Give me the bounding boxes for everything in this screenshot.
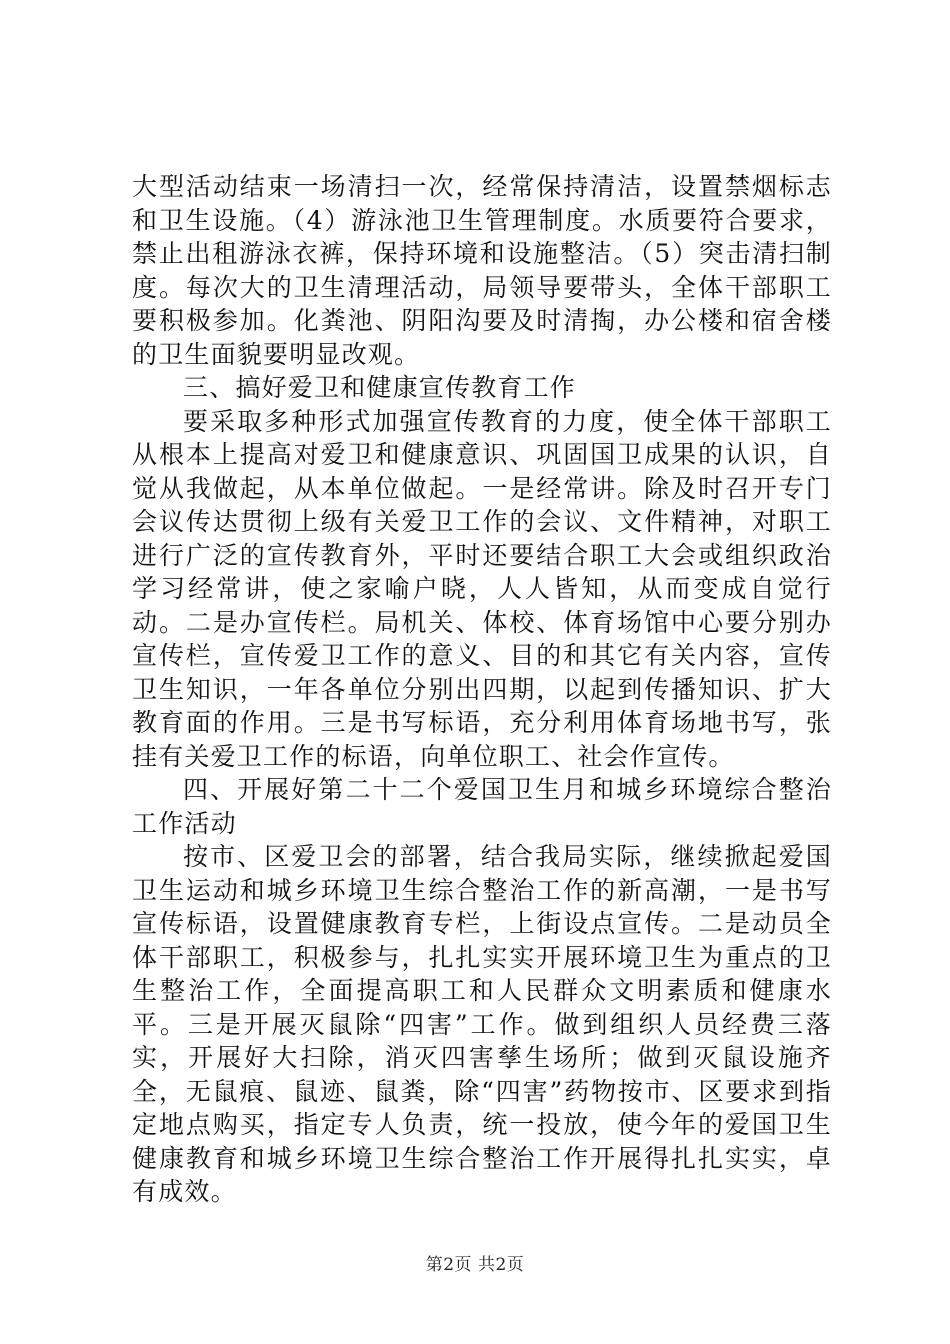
paragraph-5: 按市、区爱卫会的部署，结合我局实际，继续掀起爱国卫生运动和城乡环境卫生综合整治工作的新高潮，一是书写宣传标语，设置健康教育专栏，上街设点宣传。二是动员全体干部职工，积极参与，扎扎实实开展环境卫生为重点的卫生整治工作，全面提高职工和人民群众文明素质和健康水平。三是开展灭鼠除“四害”工作。做到组织人员经费三落实，开展好大扫除，消灭四害孳生场所；做到灭鼠设施齐全，无鼠痕、鼠迹、鼠粪，除“四害”药物按市、区要求到指定地点购买，指定专人负责，统一投放，使今年的爱国卫生健康教育和城乡环境卫生综合整治工作开展得扎扎实实，卓有成效。	[132, 842, 832, 1206]
section-heading-3: 三、搞好爱卫和健康宣传教育工作	[183, 373, 577, 402]
paragraph-1: 大型活动结束一场清扫一次，经常保持清洁，设置禁烟标志和卫生设施。（4）游泳池卫生管理制度。水质要符合要求，禁止出租游泳衣裤，保持环境和设施整洁。（5）突击清扫制度。每次大的卫生清理活动，局领导要带头，全体干部职工要积极参加。化粪池、阴阳沟要及时清掏，办公楼和宿舍楼的卫生面貌要明显改观。	[132, 172, 832, 369]
page-number-footer: 第2页 共2页	[425, 1255, 525, 1275]
document-body	[132, 170, 832, 1209]
paragraph-3: 要采取多种形式加强宣传教育的力度，使全体干部职工从根本上提高对爱卫和健康意识、巩固国卫成果的认识，自觉从我做起，从本单位做起。一是经常讲。除及时召开专门会议传达贯彻上级有关爱卫工作的会议、文件精神，对职工进行广泛的宣传教育外，平时还要结合职工大会或组织政治学习经常讲，使之家喻户晓，人人皆知，从而变成自觉行动。二是办宣传栏。局机关、体校、体育场馆中心要分别办宣传栏，宣传爱卫工作的意义、目的和其它有关内容，宣传卫生知识，一年各单位分别出四期，以起到传播知识、扩大教育面的作用。三是书写标语，充分利用体育场地书写，张挂有关爱卫工作的标语，向单位职工、社会作宣传。	[132, 406, 832, 771]
section-heading-4: 四、开展好第二十二个爱国卫生月和城乡环境综合整治工作活动	[132, 775, 832, 838]
